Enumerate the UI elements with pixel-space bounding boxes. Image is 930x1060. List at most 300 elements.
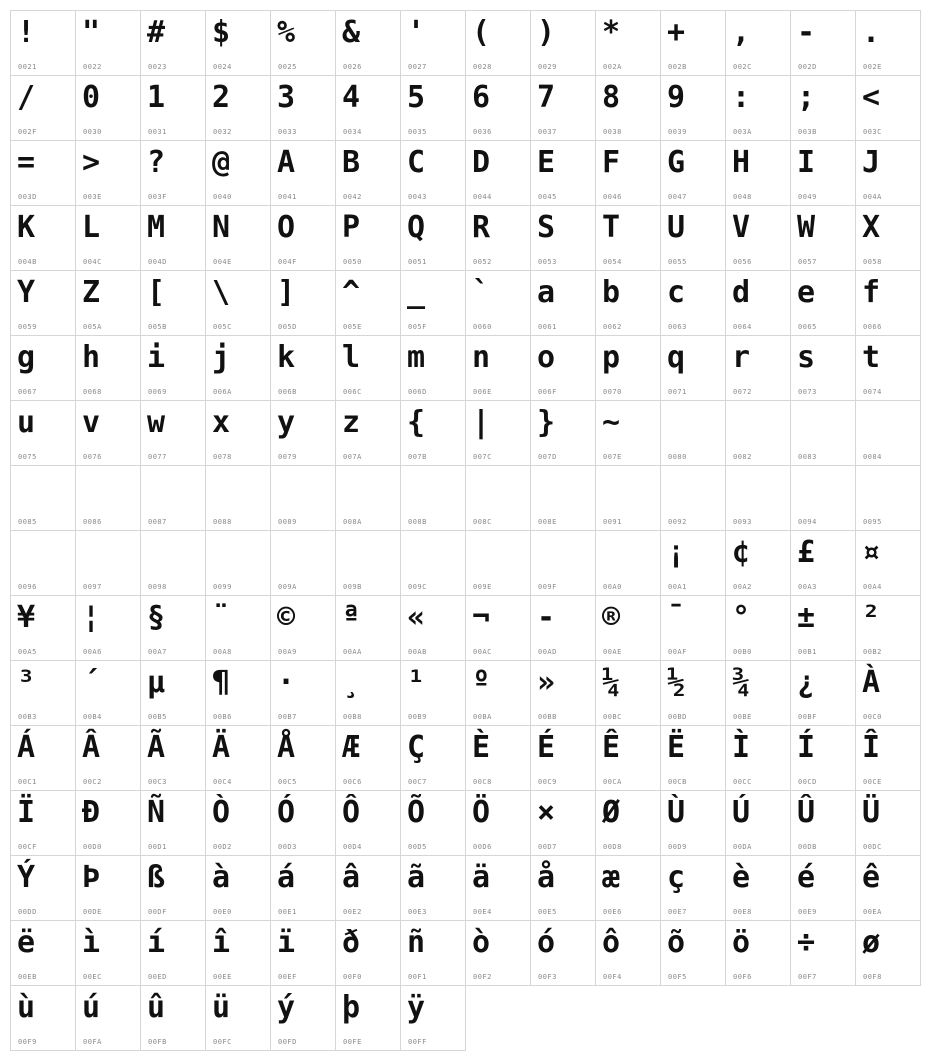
glyph-cell	[726, 206, 791, 271]
glyph-cell	[856, 791, 921, 856]
glyph-code: 00F2	[473, 973, 492, 981]
glyph-cell	[206, 856, 271, 921]
glyph-cell	[11, 986, 76, 1051]
glyph-char: &	[342, 15, 361, 50]
glyph-cell	[726, 856, 791, 921]
glyph-char: Ø	[602, 795, 621, 830]
glyph-cell	[856, 726, 921, 791]
glyph-char: ¸	[342, 665, 361, 700]
glyph-cell	[596, 206, 661, 271]
glyph-code: 0058	[863, 258, 882, 266]
glyph-char: W	[797, 210, 816, 245]
glyph-code: 00CB	[668, 778, 687, 786]
glyph-cell	[856, 531, 921, 596]
glyph-cell	[661, 856, 726, 921]
glyph-cell	[206, 986, 271, 1051]
glyph-code: 0039	[668, 128, 687, 136]
glyph-cell	[856, 11, 921, 76]
glyph-cell	[596, 271, 661, 336]
glyph-code: 004A	[863, 193, 882, 201]
glyph-cell	[76, 141, 141, 206]
glyph-code: 00C0	[863, 713, 882, 721]
glyph-cell	[466, 76, 531, 141]
glyph-char: Ö	[472, 795, 491, 830]
glyph-char: Õ	[407, 795, 426, 830]
glyph-code: 006E	[473, 388, 492, 396]
glyph-char: è	[732, 860, 751, 895]
glyph-code: 008A	[343, 518, 362, 526]
glyph-cell	[11, 11, 76, 76]
glyph-code: 00E3	[408, 908, 427, 916]
glyph-code: 00B8	[343, 713, 362, 721]
glyph-cell	[141, 206, 206, 271]
glyph-char: û	[147, 990, 166, 1025]
glyph-char: K	[17, 210, 36, 245]
glyph-char: =	[17, 145, 36, 180]
glyph-cell	[141, 11, 206, 76]
glyph-code: 00CF	[18, 843, 37, 851]
glyph-cell	[206, 791, 271, 856]
glyph-code: 007E	[603, 453, 622, 461]
glyph-char: â	[342, 860, 361, 895]
glyph-char: ð	[342, 925, 361, 960]
glyph-cell	[726, 791, 791, 856]
glyph-char: Ô	[342, 795, 361, 830]
glyph-char: ´	[82, 665, 101, 700]
glyph-cell	[596, 921, 661, 986]
glyph-cell	[206, 141, 271, 206]
glyph-code: 00C1	[18, 778, 37, 786]
glyph-cell	[336, 531, 401, 596]
glyph-cell	[401, 466, 466, 531]
glyph-char: r	[732, 340, 751, 375]
glyph-cell	[76, 856, 141, 921]
glyph-cell	[401, 401, 466, 466]
glyph-char: 3	[277, 80, 296, 115]
glyph-char: f	[862, 275, 881, 310]
glyph-char: º	[472, 665, 491, 700]
glyph-code: 007D	[538, 453, 557, 461]
glyph-char: ¡	[667, 535, 686, 570]
glyph-char: P	[342, 210, 361, 245]
glyph-code: 0077	[148, 453, 167, 461]
glyph-code: 00EF	[278, 973, 297, 981]
glyph-code: 00FE	[343, 1038, 362, 1046]
glyph-cell	[141, 661, 206, 726]
glyph-cell	[466, 921, 531, 986]
glyph-char: l	[342, 340, 361, 375]
glyph-cell	[531, 206, 596, 271]
glyph-cell	[466, 206, 531, 271]
glyph-char: v	[82, 405, 101, 440]
glyph-code: 00E5	[538, 908, 557, 916]
glyph-cell	[336, 76, 401, 141]
glyph-code: 00AC	[473, 648, 492, 656]
glyph-code: 00E6	[603, 908, 622, 916]
glyph-char: J	[862, 145, 881, 180]
glyph-code: 00E2	[343, 908, 362, 916]
glyph-code: 0073	[798, 388, 817, 396]
glyph-cell	[11, 466, 76, 531]
glyph-cell	[661, 661, 726, 726]
glyph-cell	[661, 596, 726, 661]
glyph-cell	[596, 791, 661, 856]
glyph-char: ª	[342, 600, 361, 635]
glyph-cell	[791, 11, 856, 76]
glyph-code: 0028	[473, 63, 492, 71]
glyph-code: 0075	[18, 453, 37, 461]
glyph-code: 0082	[733, 453, 752, 461]
glyph-char: ö	[732, 925, 751, 960]
glyph-cell	[76, 401, 141, 466]
glyph-code: 00A5	[18, 648, 37, 656]
glyph-code: 00EA	[863, 908, 882, 916]
glyph-cell	[466, 661, 531, 726]
glyph-cell	[336, 596, 401, 661]
glyph-cell	[76, 11, 141, 76]
glyph-char: ¤	[862, 535, 881, 570]
glyph-cell	[726, 141, 791, 206]
glyph-char: Q	[407, 210, 426, 245]
glyph-code: 00AA	[343, 648, 362, 656]
glyph-cell	[206, 206, 271, 271]
glyph-char: L	[82, 210, 101, 245]
glyph-char: Î	[862, 730, 881, 765]
glyph-char: }	[537, 405, 556, 440]
glyph-char: I	[797, 145, 816, 180]
glyph-cell	[531, 856, 596, 921]
glyph-cell	[336, 401, 401, 466]
glyph-code: 00D5	[408, 843, 427, 851]
glyph-code: 0088	[213, 518, 232, 526]
glyph-cell	[271, 596, 336, 661]
glyph-cell	[661, 11, 726, 76]
glyph-cell	[726, 76, 791, 141]
glyph-code: 0067	[18, 388, 37, 396]
glyph-char: «	[407, 600, 426, 635]
glyph-char: c	[667, 275, 686, 310]
glyph-code: 0057	[798, 258, 817, 266]
glyph-char: n	[472, 340, 491, 375]
glyph-char: E	[537, 145, 556, 180]
glyph-code: 00C5	[278, 778, 297, 786]
glyph-char: 4	[342, 80, 361, 115]
glyph-char: U	[667, 210, 686, 245]
glyph-code: 00B3	[18, 713, 37, 721]
glyph-char: g	[17, 340, 36, 375]
glyph-cell	[76, 271, 141, 336]
glyph-code: 00EE	[213, 973, 232, 981]
glyph-code: 0059	[18, 323, 37, 331]
glyph-cell	[206, 401, 271, 466]
glyph-code: 0038	[603, 128, 622, 136]
glyph-code: 00E1	[278, 908, 297, 916]
glyph-char: ä	[472, 860, 491, 895]
glyph-char: "	[82, 15, 101, 50]
glyph-code: 00D2	[213, 843, 232, 851]
glyph-char: q	[667, 340, 686, 375]
glyph-char: 2	[212, 80, 231, 115]
glyph-grid	[10, 10, 921, 1051]
glyph-code: 00BB	[538, 713, 557, 721]
glyph-cell	[466, 596, 531, 661]
glyph-char: ã	[407, 860, 426, 895]
glyph-cell	[336, 336, 401, 401]
glyph-cell	[466, 856, 531, 921]
glyph-char: ;	[797, 80, 816, 115]
glyph-char: Å	[277, 730, 296, 765]
glyph-cell	[271, 336, 336, 401]
glyph-code: 0044	[473, 193, 492, 201]
glyph-char: Ê	[602, 730, 621, 765]
glyph-char: ×	[537, 795, 556, 830]
glyph-char: å	[537, 860, 556, 895]
glyph-code: 003D	[18, 193, 37, 201]
glyph-char: G	[667, 145, 686, 180]
glyph-cell	[11, 726, 76, 791]
glyph-code: 0034	[343, 128, 362, 136]
glyph-code: 00FA	[83, 1038, 102, 1046]
glyph-code: 00AF	[668, 648, 687, 656]
glyph-cell	[11, 596, 76, 661]
glyph-code: 003C	[863, 128, 882, 136]
glyph-cell	[141, 271, 206, 336]
glyph-char: b	[602, 275, 621, 310]
glyph-code: 0061	[538, 323, 557, 331]
glyph-code: 0070	[603, 388, 622, 396]
glyph-code: 00B5	[148, 713, 167, 721]
glyph-code: 0068	[83, 388, 102, 396]
glyph-cell	[76, 596, 141, 661]
glyph-cell	[336, 661, 401, 726]
glyph-cell	[856, 921, 921, 986]
glyph-code: 008B	[408, 518, 427, 526]
glyph-cell	[271, 271, 336, 336]
glyph-cell	[726, 466, 791, 531]
glyph-cell	[596, 141, 661, 206]
glyph-cell	[661, 141, 726, 206]
glyph-cell	[141, 336, 206, 401]
glyph-char: _	[407, 275, 426, 310]
glyph-code: 00F9	[18, 1038, 37, 1046]
glyph-char: z	[342, 405, 361, 440]
glyph-code: 00CC	[733, 778, 752, 786]
glyph-cell	[856, 466, 921, 531]
glyph-code: 00EC	[83, 973, 102, 981]
glyph-code: 00B6	[213, 713, 232, 721]
glyph-char: {	[407, 405, 426, 440]
glyph-char: ò	[472, 925, 491, 960]
glyph-char: p	[602, 340, 621, 375]
glyph-cell	[466, 466, 531, 531]
glyph-cell	[791, 271, 856, 336]
glyph-char: ë	[17, 925, 36, 960]
glyph-cell	[466, 141, 531, 206]
glyph-cell	[11, 856, 76, 921]
glyph-code: 0096	[18, 583, 37, 591]
glyph-char: %	[277, 15, 296, 50]
glyph-code: 0049	[798, 193, 817, 201]
glyph-char: M	[147, 210, 166, 245]
glyph-cell	[466, 11, 531, 76]
glyph-code: 003B	[798, 128, 817, 136]
glyph-char: §	[147, 600, 166, 635]
glyph-char: ¾	[732, 665, 751, 700]
glyph-char: )	[537, 15, 556, 50]
glyph-cell	[271, 791, 336, 856]
glyph-char: ì	[82, 925, 101, 960]
glyph-code: 00D6	[473, 843, 492, 851]
glyph-char: æ	[602, 860, 621, 895]
glyph-code: 00B9	[408, 713, 427, 721]
glyph-cell	[466, 401, 531, 466]
glyph-code: 0094	[798, 518, 817, 526]
glyph-cell	[726, 921, 791, 986]
glyph-cell	[76, 206, 141, 271]
glyph-char: ]	[277, 275, 296, 310]
glyph-cell	[336, 791, 401, 856]
glyph-char: ¢	[732, 535, 751, 570]
glyph-char: O	[277, 210, 296, 245]
glyph-code: 00F0	[343, 973, 362, 981]
glyph-char: +	[667, 15, 686, 50]
glyph-code: 006F	[538, 388, 557, 396]
glyph-code: 00B0	[733, 648, 752, 656]
glyph-code: 00F8	[863, 973, 882, 981]
glyph-char: Â	[82, 730, 101, 765]
glyph-cell	[271, 206, 336, 271]
glyph-cell	[206, 76, 271, 141]
glyph-code: 003E	[83, 193, 102, 201]
glyph-char: Ú	[732, 795, 751, 830]
glyph-cell	[661, 466, 726, 531]
glyph-char: ©	[277, 600, 296, 635]
glyph-cell	[531, 466, 596, 531]
glyph-code: 003A	[733, 128, 752, 136]
glyph-code: 0025	[278, 63, 297, 71]
glyph-code: 002C	[733, 63, 752, 71]
glyph-code: 005B	[148, 323, 167, 331]
glyph-cell	[141, 726, 206, 791]
glyph-code: 0098	[148, 583, 167, 591]
glyph-code: 00FF	[408, 1038, 427, 1046]
glyph-code: 0054	[603, 258, 622, 266]
glyph-char: y	[277, 405, 296, 440]
glyph-code: 00DA	[733, 843, 752, 851]
glyph-code: 0069	[148, 388, 167, 396]
glyph-cell	[206, 271, 271, 336]
glyph-char: S	[537, 210, 556, 245]
glyph-char: s	[797, 340, 816, 375]
glyph-char: í	[147, 925, 166, 960]
glyph-cell	[726, 596, 791, 661]
glyph-code: 00F6	[733, 973, 752, 981]
glyph-cell	[271, 141, 336, 206]
glyph-cell	[596, 856, 661, 921]
glyph-char: 5	[407, 80, 426, 115]
glyph-char: -	[797, 15, 816, 50]
glyph-char: Ì	[732, 730, 751, 765]
glyph-code: 0033	[278, 128, 297, 136]
glyph-char: à	[212, 860, 231, 895]
glyph-cell	[856, 206, 921, 271]
glyph-cell	[11, 791, 76, 856]
glyph-cell	[726, 336, 791, 401]
glyph-cell	[401, 986, 466, 1051]
glyph-code: 00B7	[278, 713, 297, 721]
glyph-code: 00C3	[148, 778, 167, 786]
glyph-code: 0043	[408, 193, 427, 201]
glyph-code: 0029	[538, 63, 557, 71]
glyph-cell	[11, 921, 76, 986]
glyph-code: 00FC	[213, 1038, 232, 1046]
glyph-cell	[401, 141, 466, 206]
glyph-char: T	[602, 210, 621, 245]
glyph-char: m	[407, 340, 426, 375]
glyph-code: 00FB	[148, 1038, 167, 1046]
glyph-code: 0097	[83, 583, 102, 591]
glyph-code: 0053	[538, 258, 557, 266]
glyph-char: Æ	[342, 730, 361, 765]
glyph-code: 002B	[668, 63, 687, 71]
glyph-char: Ù	[667, 795, 686, 830]
glyph-cell	[466, 271, 531, 336]
glyph-code: 0089	[278, 518, 297, 526]
glyph-cell	[76, 661, 141, 726]
glyph-code: 00A0	[603, 583, 622, 591]
glyph-char: Á	[17, 730, 36, 765]
glyph-code: 00FD	[278, 1038, 297, 1046]
glyph-code: 006B	[278, 388, 297, 396]
glyph-code: 0047	[668, 193, 687, 201]
glyph-char: Y	[17, 275, 36, 310]
glyph-char: ù	[17, 990, 36, 1025]
glyph-code: 00D8	[603, 843, 622, 851]
glyph-code: 00AD	[538, 648, 557, 656]
glyph-char: ¯	[667, 600, 686, 635]
glyph-char: ß	[147, 860, 166, 895]
glyph-char: Þ	[82, 860, 101, 895]
glyph-cell	[141, 141, 206, 206]
glyph-cell	[596, 466, 661, 531]
glyph-char: N	[212, 210, 231, 245]
glyph-char: Z	[82, 275, 101, 310]
glyph-cell	[856, 76, 921, 141]
glyph-char: ô	[602, 925, 621, 960]
glyph-code: 00AB	[408, 648, 427, 656]
glyph-char: o	[537, 340, 556, 375]
glyph-code: 0052	[473, 258, 492, 266]
glyph-code: 0027	[408, 63, 427, 71]
glyph-char: X	[862, 210, 881, 245]
glyph-code: 004E	[213, 258, 232, 266]
glyph-cell	[791, 921, 856, 986]
glyph-cell	[401, 336, 466, 401]
glyph-char: k	[277, 340, 296, 375]
glyph-code: 0072	[733, 388, 752, 396]
glyph-char: Ç	[407, 730, 426, 765]
glyph-code: 002A	[603, 63, 622, 71]
glyph-cell	[11, 336, 76, 401]
glyph-char: Ë	[667, 730, 686, 765]
glyph-char: H	[732, 145, 751, 180]
glyph-char: d	[732, 275, 751, 310]
glyph-char: 8	[602, 80, 621, 115]
glyph-char: ú	[82, 990, 101, 1025]
glyph-cell	[596, 336, 661, 401]
glyph-code: 0086	[83, 518, 102, 526]
glyph-char: $	[212, 15, 231, 50]
